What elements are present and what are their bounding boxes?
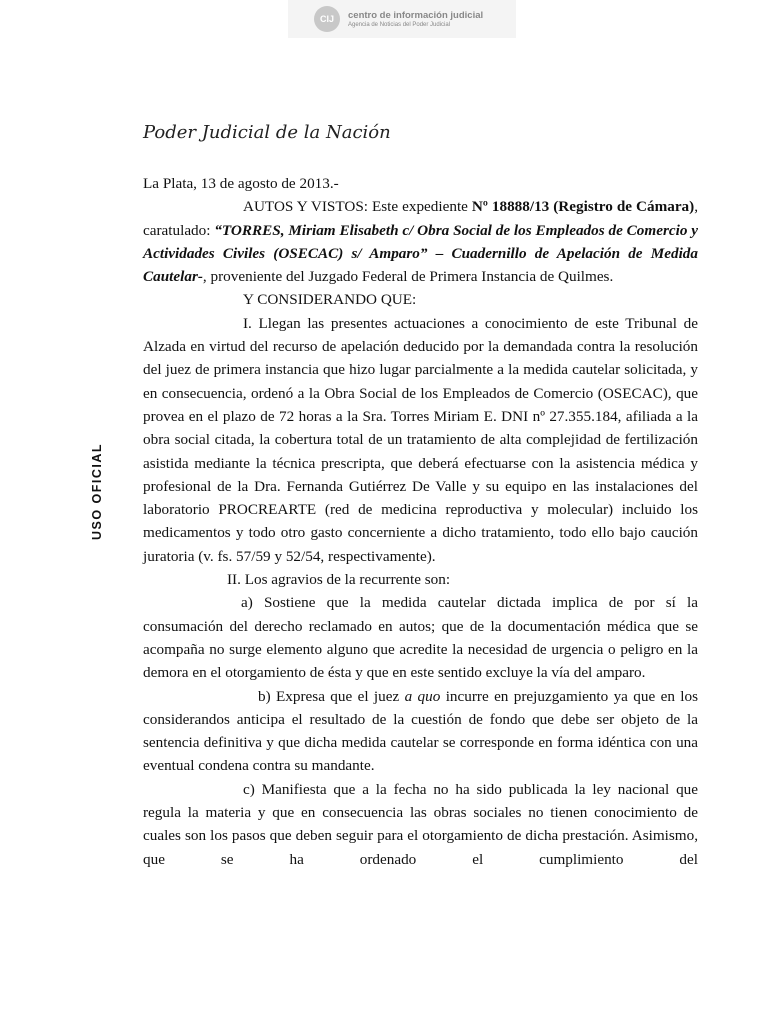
document-body (143, 172, 698, 871)
paragraph-a: a) Sostiene que la medida cautelar dictada implica de por sí la consumación del derecho reclamado en autos; que de la documentación médica que se acompaña no surge elemento alguno que acredite la necesidad de urgencia o peligro en la demora en el otorgamiento de ésta y que en este sentido excluye la vía del amparo. (143, 594, 698, 682)
logo-text (348, 10, 483, 29)
autos-lead: AUTOS Y VISTOS: Este expediente (243, 198, 472, 216)
pb-lead: b) Expresa que el juez (258, 687, 405, 705)
logo-subtitle: Agencia de Noticias del Poder Judicial (348, 21, 451, 28)
autos-paragraph (143, 195, 698, 288)
considerando-heading: Y CONSIDERANDO QUE: (243, 291, 417, 309)
caratula: “TORRES, Miriam Elisabeth c/ Obra Social de los Empleados de Comercio y Actividades Civiles (OSECAC) s/ Amparo” – Cuadernillo de Apelación de Medida Cautelar- (143, 221, 698, 286)
logo-title: centro de información judicial (348, 9, 484, 21)
cij-logo-icon: CIJ (314, 6, 340, 32)
expediente-number: Nº 18888/13 (Registro de Cámara) (471, 198, 695, 216)
paragraph-i: I. Llegan las presentes actuaciones a conocimiento de este Tribunal de Alzada en virtud del recurso de apelación deducido por la demandada contra la resolución del juez de primera instancia que hizo lugar parcialmente a la medida cautelar solicitada, y en consecuencia, ordenó a la Obra Social de los Empleados de Comercio (OSECAC), que provea en el plazo de 72 horas a la Sra. Torres Miriam E. DNI nº 27.355.184, afiliada a la obra social citada, la cobertura total de un tratamiento de alta complejidad de fertilización asistida mediante la técnica prescripta, que deberá efectuarse con la asistencia médica y profesional de la Dra. Fernanda Gutiérrez De Valle y su equipo en las instalaciones del laboratorio PROCREARTE (red de medicina reproductiva y molecular) incluido los medicamentos y todo otro gasto concerniente a dicho tratamiento, todo ello bajo caución juratoria (v. fs. 57/59 y 52/54, respectivamente). (143, 314, 698, 565)
site-header-logo (288, 0, 516, 38)
autos-mid: , caratulado: (143, 198, 699, 239)
autos-tail: , proveniente del Juzgado Federal de Primera Instancia de Quilmes. (202, 268, 614, 286)
date-line: La Plata, 13 de agosto de 2013.- (143, 175, 339, 192)
pb-tail: incurre en prejuzgamiento ya que en los considerandos anticipa el resultado de la cuestión de fondo que debe ser objeto de la sentencia definitiva y que dicha medida cautelar se corresponde en forma idéntica con una eventual condena contra su mandante. (143, 687, 699, 775)
paragraph-ii: II. Los agravios de la recurrente son: (227, 571, 451, 589)
paragraph-b (143, 685, 698, 778)
letterhead: Poder Judicial de la Nación (143, 122, 391, 143)
uso-oficial-stamp: USO OFICIAL (90, 442, 104, 540)
pb-italic: a quo (404, 687, 441, 705)
paragraph-c: c) Manifiesta que a la fecha no ha sido publicada la ley nacional que regula la materia y que en consecuencia las obras sociales no tienen conocimiento de cuales son los pasos que deben seguir para el otorgamiento de dicha prestación. Asimismo, que se ha ordenado el cumplimiento del (143, 780, 698, 868)
